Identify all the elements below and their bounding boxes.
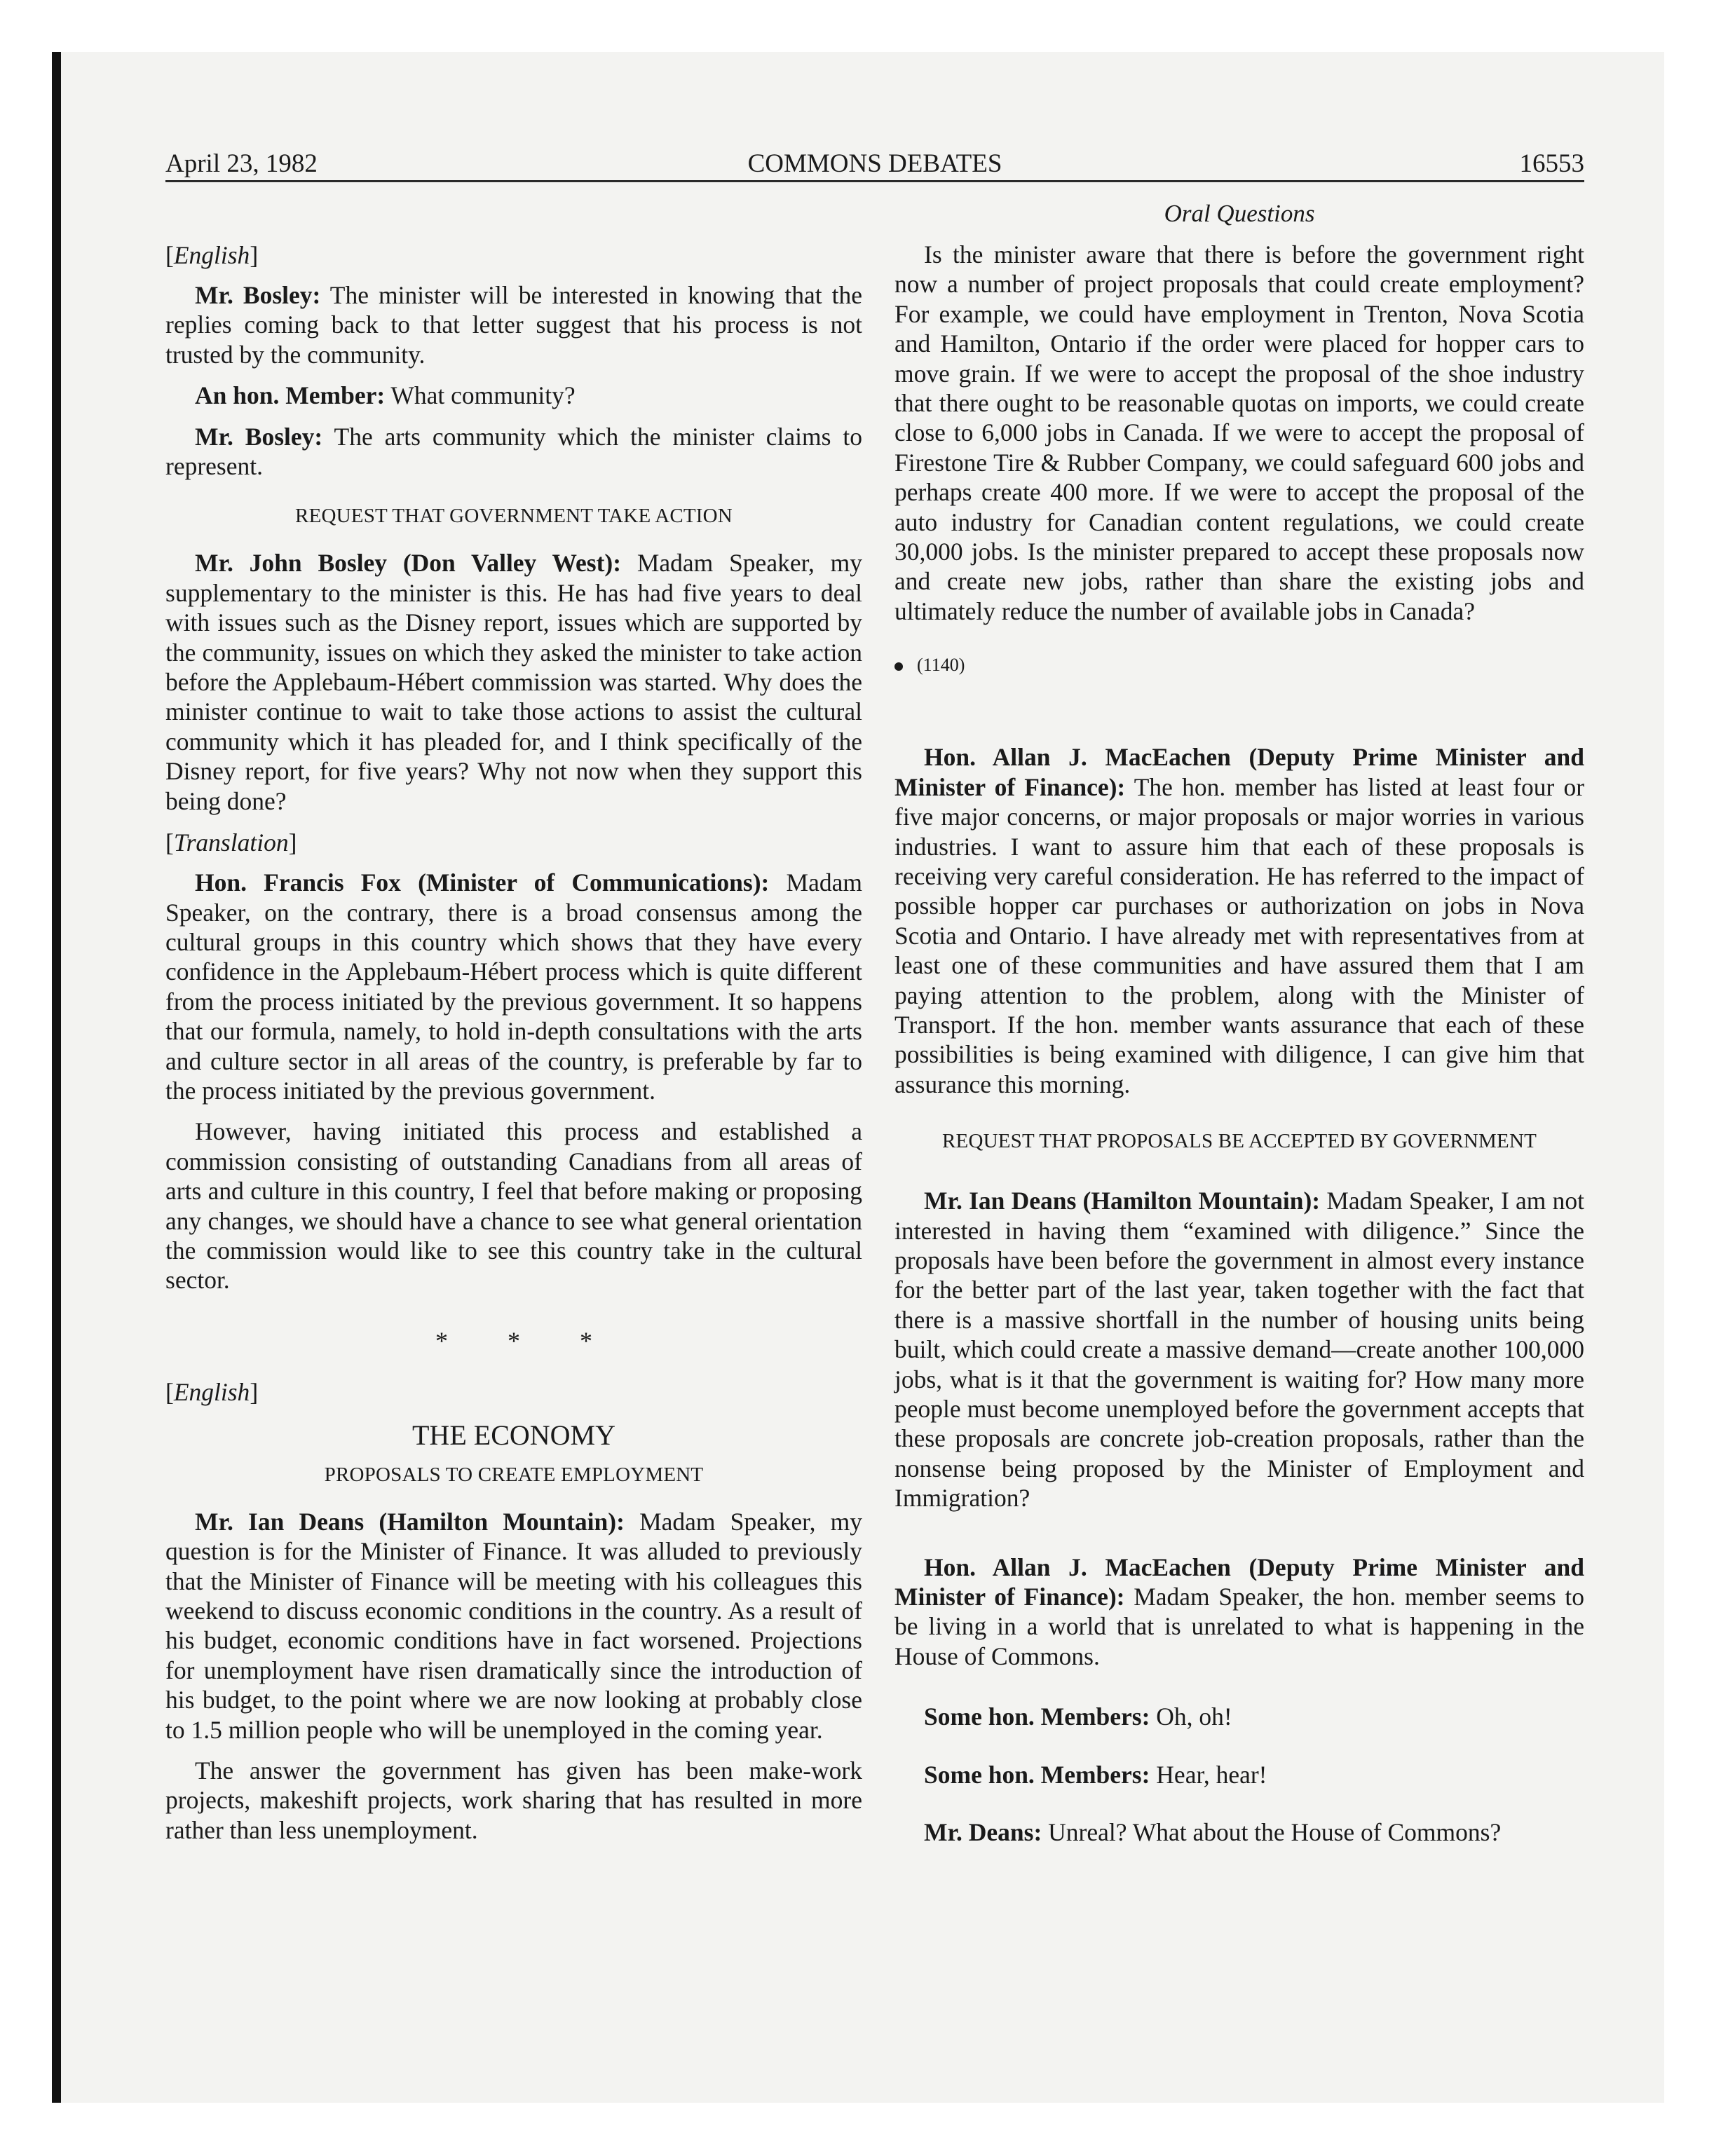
paragraph: Mr. Bosley: The arts community which the minister claims to represent. [165,422,862,481]
paragraph: Hon. Allan J. MacEachen (Deputy Prime Minister and Minister of Finance): The hon. member has listed at least four or five major concerns, or major proposals or major worries in various industries. I want to assure him that each of these proposals is receiving very careful consideration. He has referred to the impact of possible hopper car purchases or authorization on jobs in Nova Scotia and Ontario. I have already met with representatives from at least one of these communities and have assured them that I am paying attention to the problem, along with the Minister of Transport. If the hon. member wants assurance that each of these possibilities is being examined with diligence, I can give him that assurance this morning. [894,743,1585,1098]
speaker: Mr. Bosley: [195,281,321,309]
left-column [165,230,862,1856]
subheading: REQUEST THAT PROPOSALS BE ACCEPTED BY GOVERNMENT [941,1130,1537,1153]
bullet-dot [894,662,903,671]
page-header [165,146,1584,182]
paragraph: Is the minister aware that there is before the government right now a number of project proposals that could create employment? For example, we could have employment in Trenton, Nova Scotia and Hamilton, Ontario if the order were placed for hopper cars to move grain. If we were to accept the proposal of the shoe industry that there ought to be reasonable quotas on imports, we could create close to 6,000 jobs in Canada. If we were to accept the proposal of Firestone Tire & Rubber Company, we could safeguard 600 jobs and perhaps create 400 more. If we were to accept the proposal of the auto industry for Canadian content regulations, we could create 30,000 jobs. Is the minister prepared to accept these proposals now and create new jobs, rather than share the existing jobs and ultimately reduce the number of available jobs in Canada? [894,240,1584,625]
paragraph: Hon. Francis Fox (Minister of Communications): Madam Speaker, on the contrary, there is a broad consensus among the cultural groups in this country which shows that they have every confidence in the Applebaum-Hébert process which is quite different from the process initiated by the previous government. It so happens that our formula, namely, to hold in-depth consultations with the arts and culture sector in all areas of the country, is preferable by far to the process initiated by the previous government. [165,868,862,1105]
header-rule [165,180,1584,182]
section-heading: THE ECONOMY [412,1419,615,1451]
speaker: Hon. Allan J. MacEachen (Deputy Prime Minister and Minister of Finance): [894,1553,1584,1611]
language-label: [Translation] [165,828,297,857]
time-marker: (1140) [894,651,1584,679]
speaker: Mr. Ian Deans (Hamilton Mountain): [195,1507,625,1536]
right-column [894,230,1584,1858]
subheading: REQUEST THAT GOVERNMENT TAKE ACTION [295,505,733,528]
language-label: [English] [165,241,259,269]
subheading: PROPOSALS TO CREATE EMPLOYMENT [324,1463,704,1486]
speaker: An hon. Member: [195,381,386,410]
speaker: Some hon. Members: [924,1703,1150,1731]
header-date: April 23, 1982 [165,149,318,178]
running-head: Oral Questions [1164,200,1315,227]
speaker: Mr. Ian Deans (Hamilton Mountain): [924,1187,1321,1215]
paragraph: Some hon. Members: Oh, oh! [924,1703,1232,1731]
paragraph: Mr. Ian Deans (Hamilton Mountain): Madam Speaker, I am not interested in having them “examined with diligence.” Since the proposals have been before the government in almost every instance for the better part of the last year, taken together with the fact that there is a massive shortfall in the number of housing units being built, which could create a massive demand—create another 100,000 jobs, what is it that the government is waiting for? How many more people must become unemployed before the government accepts that these proposals are concrete job-creation proposals, rather than the nonsense being proposed by the Minister of Employment and Immigration? [894,1187,1584,1513]
speaker: Hon. Francis Fox (Minister of Communications): [195,868,770,897]
binding-edge [52,52,61,2103]
paragraph: Mr. Bosley: The minister will be interested in knowing that the replies coming back to that letter suggest that his process is not trusted by the community. [165,281,862,369]
paragraph: Mr. Deans: Unreal? What about the House of Commons? [924,1818,1502,1847]
paragraph: However, having initiated this process and established a commission consisting of outstanding Canadians from all areas of arts and culture in this country, I feel that before making or proposing any changes, we should have a chance to see what general orientation the commission would like to see this country take in the cultural sector. [165,1117,862,1295]
paragraph: Some hon. Members: Hear, hear! [924,1760,1267,1789]
paragraph: Mr. John Bosley (Don Valley West): Madam Speaker, my supplementary to the minister is this. He has had five years to deal with issues such as the Disney report, issues which are supported by the community, issues on which they asked the minister to take action before the Applebaum-Hébert commission was started. Why does the minister continue to wait to take those actions to assist the cultural community which it has pleaded for, and I think specifically of the Disney report, for five years? Why not now when they support this being done? [165,549,863,815]
section-break-stars: * * * [435,1326,619,1355]
speaker: Hon. Allan J. MacEachen (Deputy Prime Minister and Minister of Finance): [894,743,1584,801]
header-page-number: 16553 [1519,149,1584,178]
paragraph: The answer the government has given has been make-work projects, makeshift projects, work sharing that has resulted in more rather than less unemployment. [165,1756,862,1844]
paragraph: Hon. Allan J. MacEachen (Deputy Prime Minister and Minister of Finance): Madam Speaker, the hon. member seems to be living in a world that is unrelated to what is happening in the House of Commons. [894,1553,1585,1670]
speaker: Mr. Deans: [924,1818,1042,1847]
speaker: Mr. Bosley: [195,422,323,451]
paragraph: Mr. Ian Deans (Hamilton Mountain): Madam Speaker, my question is for the Minister of Finance. It was alluded to previously that the Minister of Finance will be meeting with his colleagues this weekend to discuss economic conditions in the country. As a result of his budget, economic conditions have in fact worsened. Projections for unemployment have risen dramatically since the introduction of his budget, to the point where we are now looking at probably close to 1.5 million people who will be unemployed in the coming year. [165,1507,862,1744]
header-title: COMMONS DEBATES [747,149,1002,178]
language-label: [English] [165,1377,259,1406]
paragraph: An hon. Member: What community? [195,381,576,410]
speaker: Some hon. Members: [924,1760,1150,1789]
speaker: Mr. John Bosley (Don Valley West): [195,549,622,578]
